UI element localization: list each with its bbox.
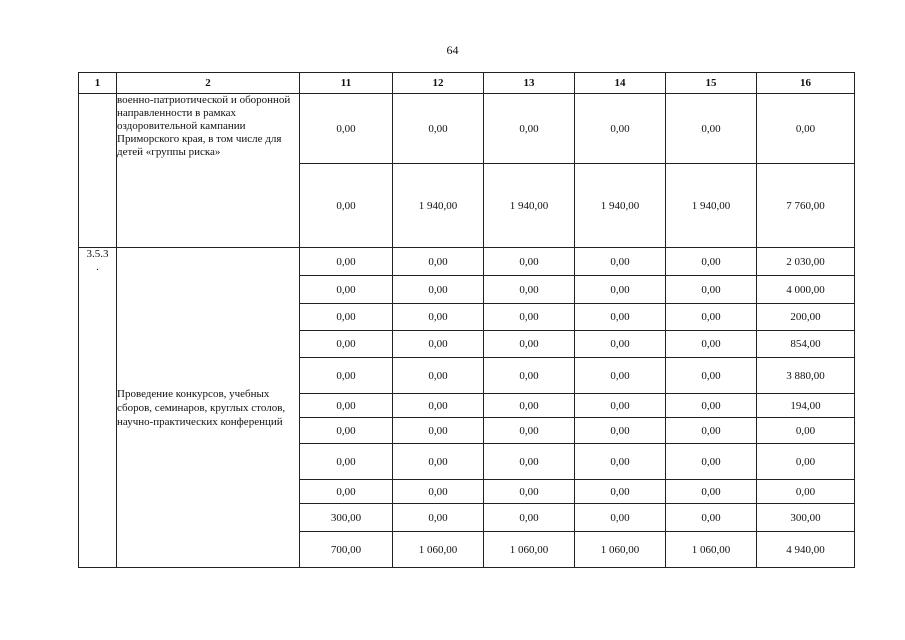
- table-cell: 1 940,00: [575, 164, 666, 248]
- table-cell: 0,00: [300, 276, 393, 304]
- table-cell: 0,00: [393, 418, 484, 444]
- table-cell: 0,00: [666, 418, 757, 444]
- table-cell: 0,00: [300, 331, 393, 358]
- table-cell: 0,00: [575, 358, 666, 394]
- table-cell: 0,00: [666, 480, 757, 504]
- table-cell: 0,00: [300, 394, 393, 418]
- header-row: [79, 73, 855, 94]
- table-cell: 0,00: [575, 248, 666, 276]
- table-cell: 0,00: [393, 94, 484, 164]
- table-cell: 0,00: [484, 418, 575, 444]
- table-cell: 0,00: [484, 394, 575, 418]
- table-cell: 0,00: [575, 444, 666, 480]
- column-header: 14: [575, 73, 666, 94]
- table-cell: 0,00: [300, 418, 393, 444]
- table-cell: 4 000,00: [757, 276, 855, 304]
- table-cell: 0,00: [575, 480, 666, 504]
- table-cell: 0,00: [484, 480, 575, 504]
- table-cell: 1 940,00: [393, 164, 484, 248]
- table-cell: 0,00: [300, 164, 393, 248]
- table-cell: 0,00: [484, 444, 575, 480]
- table-cell: 1 060,00: [666, 532, 757, 568]
- table-cell: 0,00: [575, 394, 666, 418]
- table-cell: 0,00: [300, 480, 393, 504]
- table-cell: 700,00: [300, 532, 393, 568]
- table-cell: 0,00: [757, 444, 855, 480]
- table-cell: 0,00: [666, 94, 757, 164]
- table-cell: 0,00: [575, 504, 666, 532]
- table-cell: 300,00: [757, 504, 855, 532]
- table-cell: 0,00: [484, 304, 575, 331]
- table-cell: 0,00: [575, 94, 666, 164]
- table-cell: 200,00: [757, 304, 855, 331]
- table-cell: 0,00: [393, 248, 484, 276]
- event-description: военно-патриотической и оборонной направленности в рамках оздоровительной кампании Приморского края, в том числе для детей «группы риска»: [117, 94, 300, 248]
- table-cell: 2 030,00: [757, 248, 855, 276]
- table-cell: 0,00: [757, 480, 855, 504]
- table-cell: 0,00: [300, 444, 393, 480]
- table-cell: 0,00: [484, 248, 575, 276]
- table-cell: 1 060,00: [393, 532, 484, 568]
- table-cell: 0,00: [393, 504, 484, 532]
- table-cell: 0,00: [666, 276, 757, 304]
- column-header: 15: [666, 73, 757, 94]
- table-cell: 1 060,00: [575, 532, 666, 568]
- row-number: [79, 94, 117, 248]
- column-header: 2: [117, 73, 300, 94]
- table-cell: 0,00: [666, 394, 757, 418]
- table-cell: 0,00: [300, 304, 393, 331]
- table-cell: 0,00: [757, 418, 855, 444]
- table-cell: 0,00: [666, 444, 757, 480]
- table-cell: 0,00: [393, 304, 484, 331]
- table-cell: 0,00: [393, 444, 484, 480]
- table-cell: 0,00: [484, 94, 575, 164]
- table-cell: 1 060,00: [484, 532, 575, 568]
- table-cell: 300,00: [300, 504, 393, 532]
- table-cell: 0,00: [300, 248, 393, 276]
- page-number: 64: [446, 43, 459, 57]
- table-cell: 3 880,00: [757, 358, 855, 394]
- table-cell: 0,00: [666, 248, 757, 276]
- table-cell: 0,00: [484, 331, 575, 358]
- table-cell: 0,00: [666, 304, 757, 331]
- row-number: 3.5.3 .: [79, 248, 117, 568]
- table-cell: 0,00: [666, 358, 757, 394]
- table-cell: 4 940,00: [757, 532, 855, 568]
- table-cell: 0,00: [575, 304, 666, 331]
- table-cell: 0,00: [393, 394, 484, 418]
- table-cell: 0,00: [666, 504, 757, 532]
- table-row: [79, 94, 855, 164]
- table-cell: 0,00: [393, 480, 484, 504]
- column-header: 1: [79, 73, 117, 94]
- table-cell: 0,00: [393, 331, 484, 358]
- table-cell: 0,00: [393, 358, 484, 394]
- table-cell: 0,00: [484, 504, 575, 532]
- column-header: 11: [300, 73, 393, 94]
- table-cell: 0,00: [393, 276, 484, 304]
- table-cell: 0,00: [666, 331, 757, 358]
- table-cell: 1 940,00: [484, 164, 575, 248]
- table-cell: 0,00: [757, 94, 855, 164]
- column-header: 12: [393, 73, 484, 94]
- table-cell: 1 940,00: [666, 164, 757, 248]
- table-cell: 194,00: [757, 394, 855, 418]
- budget-table: [78, 72, 855, 568]
- table-cell: 7 760,00: [757, 164, 855, 248]
- table-cell: 0,00: [575, 331, 666, 358]
- table-cell: 0,00: [484, 276, 575, 304]
- table-row: [79, 248, 855, 276]
- event-description: Проведение конкурсов, учебных сборов, семинаров, круглых столов, научно-практических конференций: [117, 248, 300, 568]
- table-cell: 0,00: [575, 276, 666, 304]
- column-header: 16: [757, 73, 855, 94]
- column-header: 13: [484, 73, 575, 94]
- table-cell: 0,00: [484, 358, 575, 394]
- table-cell: 0,00: [300, 358, 393, 394]
- table-cell: 0,00: [575, 418, 666, 444]
- table-cell: 854,00: [757, 331, 855, 358]
- table-cell: 0,00: [300, 94, 393, 164]
